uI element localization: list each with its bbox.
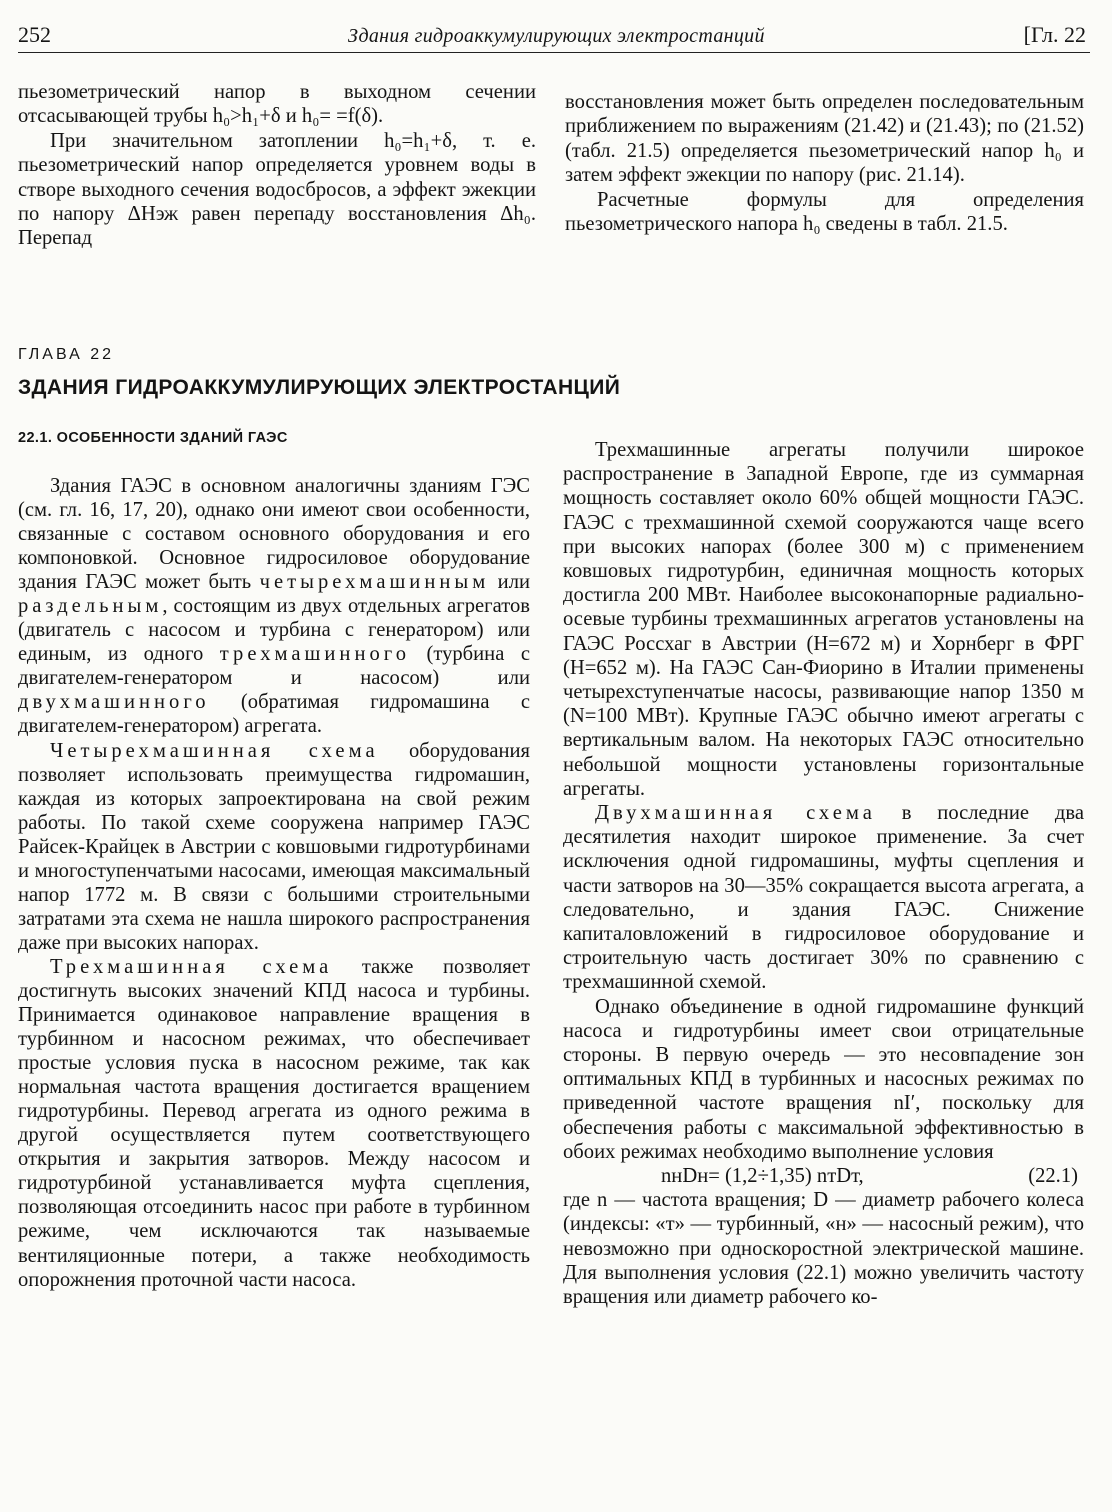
section-title: 22.1. ОСОБЕННОСТИ ЗДАНИЙ ГАЭС xyxy=(18,430,288,446)
text-run: или xyxy=(489,571,531,594)
top-left-column xyxy=(18,80,536,251)
paragraph: Расчетные формулы для определения пьезометрического напора h₀ сведены в табл. 21.5. xyxy=(565,188,1084,236)
paragraph xyxy=(18,955,530,1292)
paragraph: Трехмашинные агрегаты получили широкое распространение в Западной Европе, где из суммарная мощность составляет около 60% общей мощности ГАЭС. ГАЭС с трехмашинной схемой сооружаются чаще всего при высоких напорах (более 300 м) с применением ковшовых гидротурбин, единичная мощность которых достигла 200 МВт. Наиболее высоконапорные радиально-осевые турбины трехмашинных агрегатов установлены на ГАЭС Россхаг в Австрии (H=672 м) и Хорнберг в ФРГ (H=652 м). На ГАЭС Сан-Фиорино в Италии применены четырехступенчатые насосы, развивающие напор 1350 м (N=100 МВт). Крупные ГАЭС обычно имеют агрегаты с вертикальным валом. На некоторых ГАЭС относительно небольшой мощности установлены горизонтальные агрегаты. xyxy=(563,439,1084,800)
paragraph: где n — частота вращения; D — диаметр рабочего колеса (индексы: «т» — турбинный, «н» — насосный режим), что невозможно при односкоростной электрической машине. Для выполнения условия (22.1) можно увеличить частоту вращения или диаметр рабочего ко- xyxy=(563,1189,1084,1308)
spaced-term: трехмашинного xyxy=(219,643,410,666)
paragraph xyxy=(563,801,1084,995)
chapter-label: ГЛАВА 22 xyxy=(18,346,114,363)
text-run: (турбина с двигателем-генератором и насосом) или xyxy=(18,643,530,690)
chapter-reference: [Гл. 22 xyxy=(1023,22,1086,47)
spaced-term: раздельным xyxy=(18,595,163,618)
text-run: в последние два десятилетия находит широкое применение. За счет исключения одной гидромашины, муфты сцепления и части затворов на 30—35% сокращается высота агрегата, а следовательно, и здания ГАЭС. Снижение капиталовложений в гидросиловое оборудование и строительную часть достигает 30% по сравнению с трехмашинной схемой. xyxy=(563,802,1084,994)
text-run: оборудования позволяет использовать преимущества гидромашин, каждая из которых запроектирована на свой режим работы. По такой схеме сооружена например ГАЭС Райсек-Крайцек в Австрии с ковшовыми гидротурбинами и многоступенчатыми насосами, имеющая максимальный напор 1772 м. В связи с большими строительными затратами эта схема не нашла широкого распространения даже при высоких напорах. xyxy=(18,739,530,954)
spaced-term: двухмашинного xyxy=(18,691,210,714)
running-header xyxy=(18,22,1090,53)
left-column xyxy=(18,474,530,1292)
paragraph xyxy=(18,474,530,739)
page-number: 252 xyxy=(18,22,51,47)
chapter-title: ЗДАНИЯ ГИДРОАККУМУЛИРУЮЩИХ ЭЛЕКТРОСТАНЦИЙ xyxy=(18,376,621,399)
text-run: , состоящим из двух отдельных агрегатов (двигатель с насосом и турбина с генератором) или единым, из одного xyxy=(18,595,530,666)
right-column xyxy=(563,438,1084,1309)
paragraph: При значительном затоплении h₀=h₁+δ, т. е. пьезометрический напор определяется уровнем воды в створе выходного сечения водосбросов, а эффект эжекции по напору ΔHэж равен перепаду восстановления Δh₀. Перепад xyxy=(18,129,536,250)
text-run: также позволяет достигнуть высоких значений КПД насоса и турбины. Принимается одинаковое направление вращения в турбинном и насосном режимах, что обеспечивает простые условия пуска в насосном режиме, так как нормальная частота вращения достигается вращением гидротурбины. Перевод агрегата из одного режима в другой осуществляется путем соответствующего открытия и закрытия затворов. Между насосом и гидротурбиной устанавливается муфта сцепления, позволяющая отсоединить насос при работе в турбинном режиме, чем исключаются так называемые вентиляционные потери, а также необходимость опорожнения проточной части насоса. xyxy=(18,955,530,1291)
paragraph: восстановления может быть определен последовательным приближением по выражениям (21.42) и (21.43); по (21.52) (табл. 21.5) определяется пьезометрический напор h₀ и затем эффект эжекции по напору (рис. 21.14). xyxy=(565,91,1084,187)
running-title: Здания гидроаккумулирующих электростанций xyxy=(348,25,765,47)
spaced-term: Трехмашинная схема xyxy=(50,955,333,978)
spaced-term: Двухмашинная схема xyxy=(595,802,876,825)
paragraph xyxy=(18,739,530,955)
formula-line xyxy=(563,1164,1084,1188)
formula-number: (22.1) xyxy=(1028,1165,1078,1188)
formula: nнDн= (1,2÷1,35) nтDт, xyxy=(661,1165,864,1188)
text-run: (обратимая гидромашина с двигателем-генератором) агрегата. xyxy=(18,691,530,738)
top-right-column xyxy=(565,90,1084,236)
spaced-term: четырехмашинным xyxy=(259,571,490,594)
paragraph: пьезометрический напор в выходном сечении отсасывающей трубы h₀>h₁+δ и h₀= =f(δ). xyxy=(18,81,536,128)
paragraph: Однако объединение в одной гидромашине функций насоса и гидротурбины имеет свои отрицательные стороны. В первую очередь — это несовпадение зон оптимальных КПД в турбинных и насосных режимах по приведенной частоте вращения nI′, поскольку для обеспечения работы с максимальной эффективностью в обоих режимах необходимо выполнение условия xyxy=(563,995,1084,1163)
text-run: Здания ГАЭС в основном аналогичны зданиям ГЭС (см. гл. 16, 17, 20), однако они имеют свои особенности, связанные с составом основного оборудования и его компоновкой. Основное гидросиловое оборудование здания ГАЭС может быть xyxy=(18,475,530,594)
spaced-term: Четырехмашинная схема xyxy=(50,739,379,762)
